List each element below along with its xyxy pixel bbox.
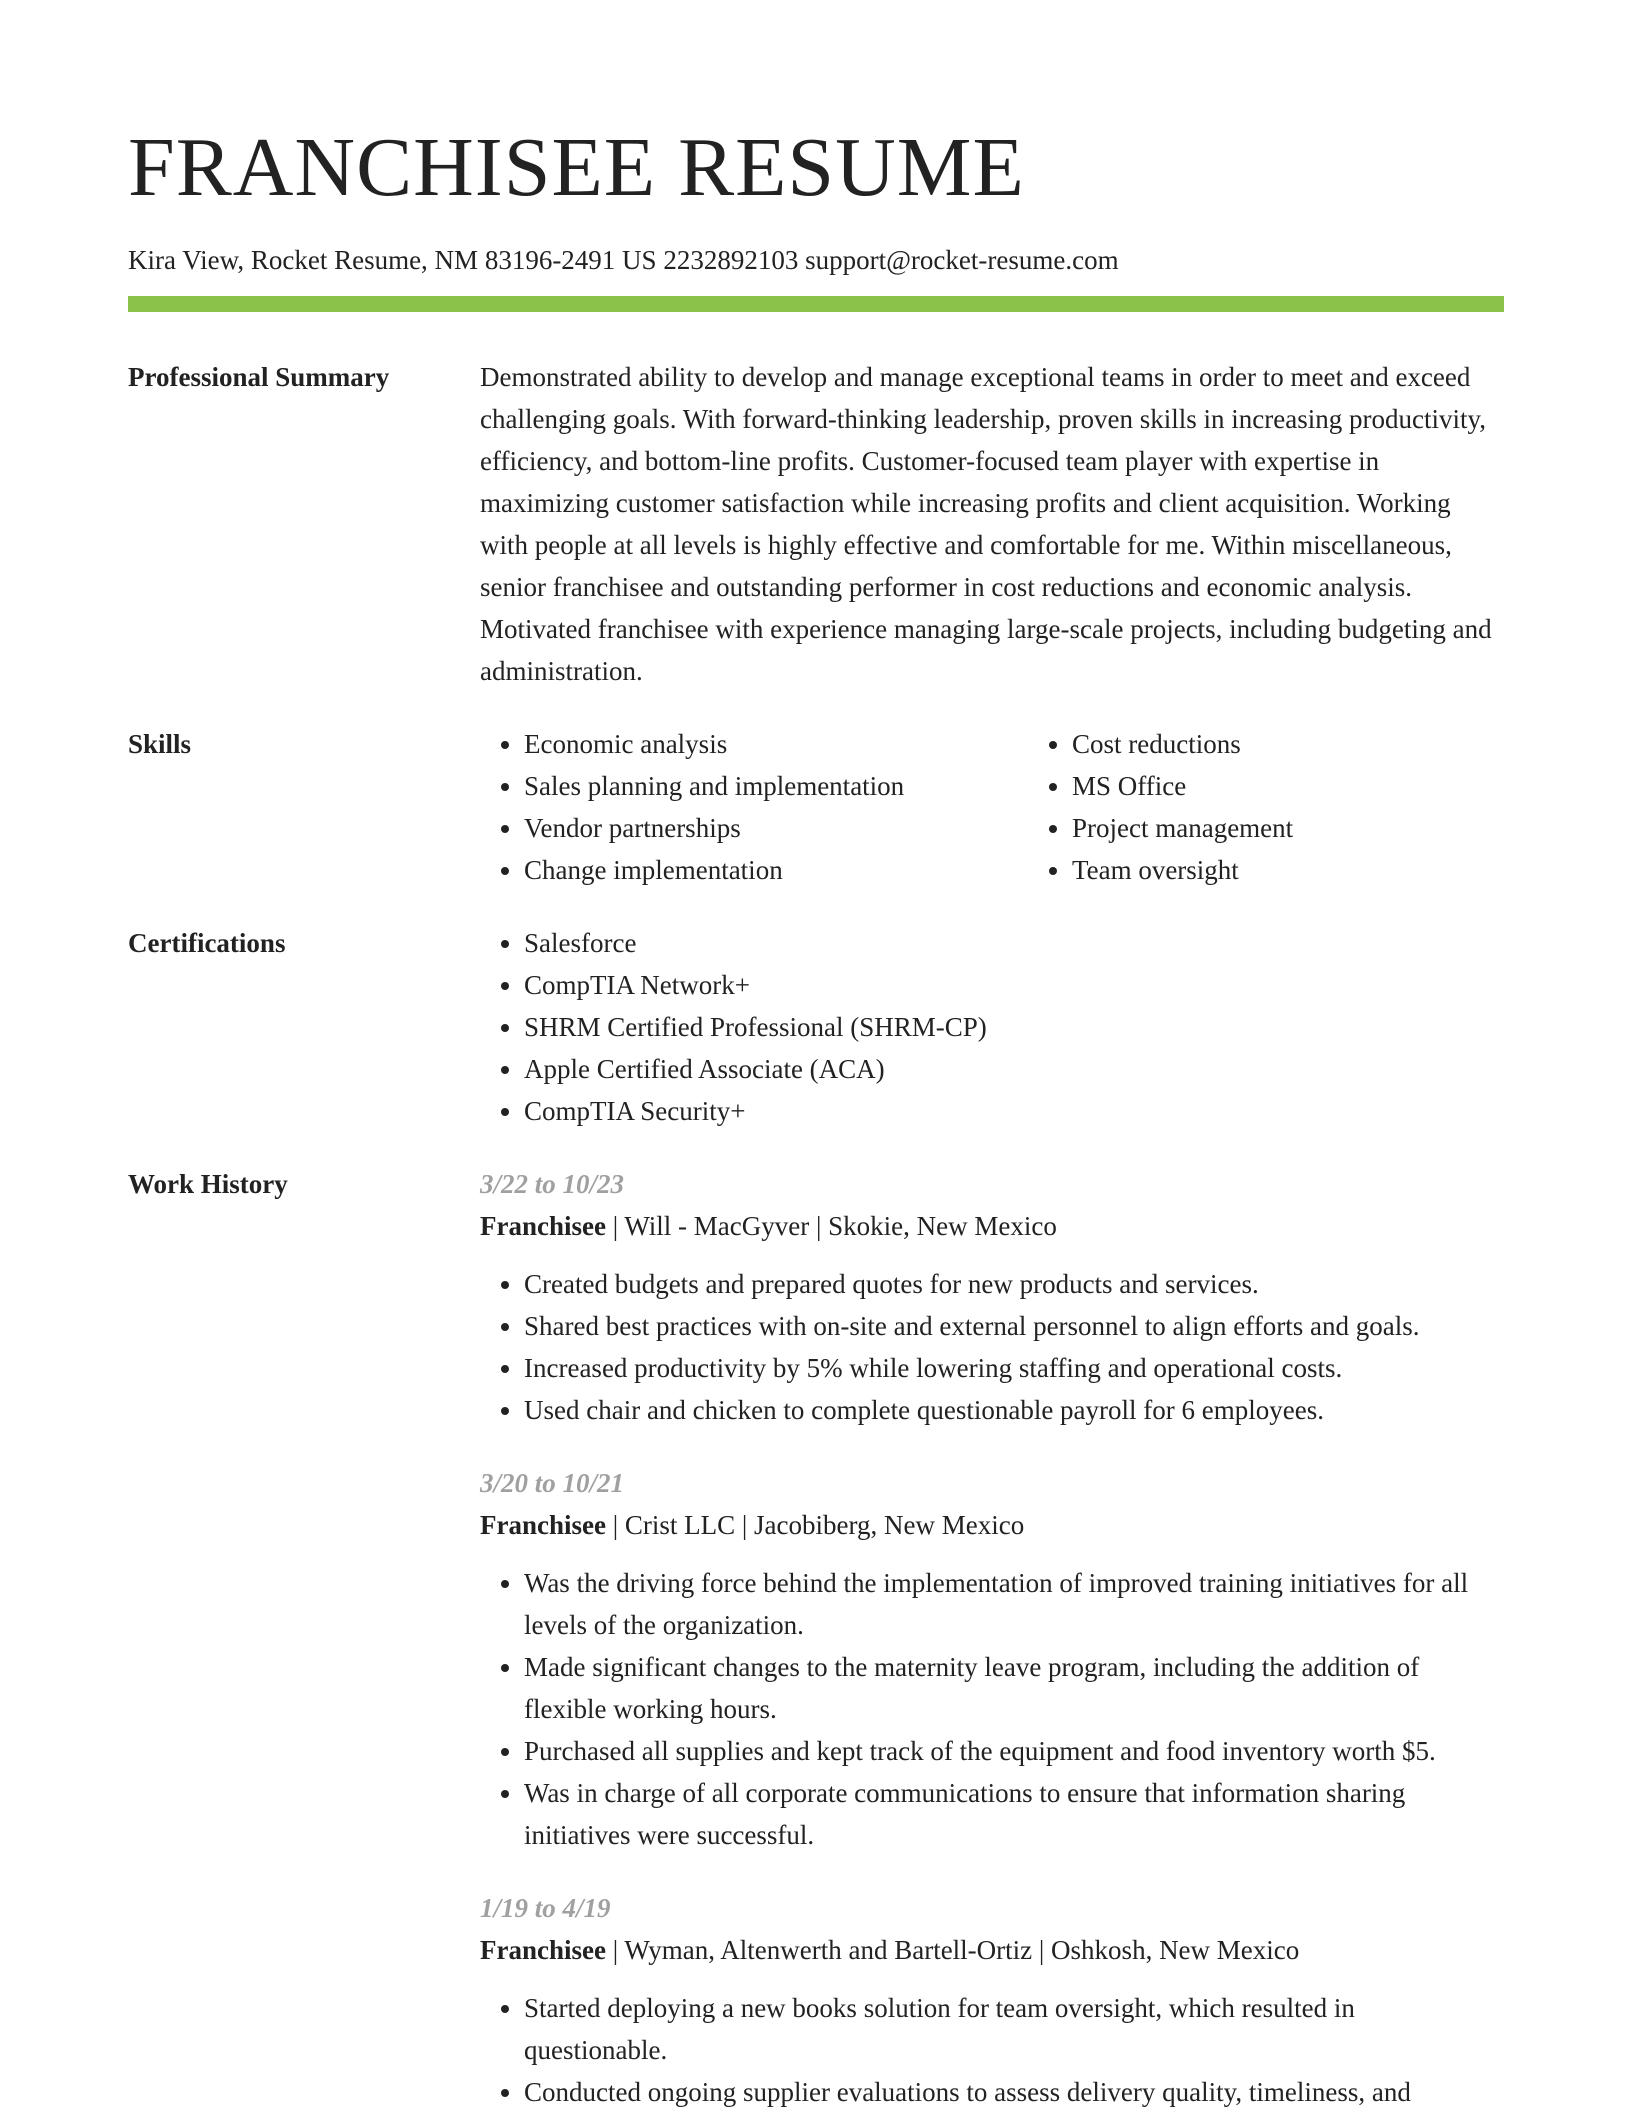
certification-item: • Salesforce bbox=[524, 922, 1504, 964]
certification-item: • Apple Certified Associate (ACA) bbox=[524, 1048, 1504, 1090]
job-bullet: • Started deploying a new books solution for team oversight, which resulted in questionable. bbox=[524, 1987, 1504, 2071]
certification-item: • CompTIA Security+ bbox=[524, 1090, 1504, 1132]
skills-heading: Skills bbox=[128, 729, 192, 759]
contact-info: Kira View, Rocket Resume, NM 83196-2491 US 2232892103 support@rocket-resume.com bbox=[128, 245, 1119, 275]
accent-divider bbox=[128, 296, 1504, 312]
job-entry bbox=[480, 1887, 1504, 2113]
job-heading bbox=[480, 1205, 1504, 1247]
job-entry bbox=[480, 1462, 1504, 1856]
work-history-heading: Work History bbox=[128, 1169, 288, 1199]
job-date: 3/20 to 10/21 bbox=[480, 1468, 625, 1498]
job-title: Franchisee bbox=[480, 1211, 606, 1241]
summary-text: Demonstrated ability to develop and manage exceptional teams in order to meet and exceed challenging goals. With forward-thinking leadership, proven skills in increasing productivity, efficiency, and bottom-line profits. Customer-focused team player with expertise in maximizing customer satisfaction while increasing profits and client acquisition. Working with people at all levels is highly effective and comfortable for me. Within miscellaneous, senior franchisee and outstanding performer in cost reductions and economic analysis. Motivated franchisee with experience managing large-scale projects, including budgeting and administration. bbox=[480, 362, 1492, 686]
certification-item: • CompTIA Network+ bbox=[524, 964, 1504, 1006]
job-heading bbox=[480, 1929, 1504, 1971]
job-bullets bbox=[480, 1562, 1504, 1856]
skill-item: • Team oversight bbox=[1072, 849, 1552, 891]
work-history-section bbox=[128, 1163, 1504, 2113]
certifications-section bbox=[128, 922, 1504, 1132]
job-bullet: • Used chair and chicken to complete questionable payroll for 6 employees. bbox=[524, 1389, 1504, 1431]
skill-item: • Vendor partnerships bbox=[524, 807, 1028, 849]
job-details: | Wyman, Altenwerth and Bartell-Ortiz | Oshkosh, New Mexico bbox=[605, 1935, 1300, 1965]
job-bullets bbox=[480, 1987, 1504, 2113]
job-bullets bbox=[480, 1263, 1504, 1431]
certification-item: • SHRM Certified Professional (SHRM-CP) bbox=[524, 1006, 1504, 1048]
job-bullet: • Purchased all supplies and kept track of the equipment and food inventory worth $5. bbox=[524, 1730, 1504, 1772]
job-bullet: • Was in charge of all corporate communications to ensure that information sharing initiatives were successful. bbox=[524, 1772, 1504, 1856]
job-title: Franchisee bbox=[480, 1935, 606, 1965]
skill-item: • Economic analysis bbox=[524, 723, 1028, 765]
skills-section bbox=[128, 723, 1504, 891]
job-bullet: • Increased productivity by 5% while lowering staffing and operational costs. bbox=[524, 1347, 1504, 1389]
skill-item: • MS Office bbox=[1072, 765, 1552, 807]
skill-item: • Project management bbox=[1072, 807, 1552, 849]
job-date: 3/22 to 10/23 bbox=[480, 1169, 625, 1199]
skill-item: • Change implementation bbox=[524, 849, 1028, 891]
job-bullet: • Created budgets and prepared quotes for new products and services. bbox=[524, 1263, 1504, 1305]
skills-list-left bbox=[480, 723, 1028, 891]
summary-section bbox=[128, 356, 1504, 692]
skill-item: • Sales planning and implementation bbox=[524, 765, 1028, 807]
certifications-list bbox=[480, 922, 1504, 1132]
job-details: | Will - MacGyver | Skokie, New Mexico bbox=[605, 1211, 1057, 1241]
job-bullet: • Conducted ongoing supplier evaluations to assess delivery quality, timeliness, and bbox=[524, 2071, 1504, 2113]
job-entry bbox=[480, 1163, 1504, 1431]
summary-heading: Professional Summary bbox=[128, 362, 390, 392]
job-heading bbox=[480, 1504, 1504, 1546]
job-date: 1/19 to 4/19 bbox=[480, 1893, 611, 1923]
job-details: | Crist LLC | Jacobiberg, New Mexico bbox=[605, 1510, 1025, 1540]
resume-title: FRANCHISEE RESUME bbox=[128, 121, 1025, 214]
job-bullet: • Made significant changes to the maternity leave program, including the addition of flexible working hours. bbox=[524, 1646, 1504, 1730]
job-bullet: • Shared best practices with on-site and external personnel to align efforts and goals. bbox=[524, 1305, 1504, 1347]
job-bullet: • Was the driving force behind the implementation of improved training initiatives for all levels of the organization. bbox=[524, 1562, 1504, 1646]
skills-list-right bbox=[1028, 723, 1552, 891]
skill-item: • Cost reductions bbox=[1072, 723, 1552, 765]
resume-page bbox=[128, 0, 1504, 2113]
certifications-heading: Certifications bbox=[128, 928, 286, 958]
job-title: Franchisee bbox=[480, 1510, 606, 1540]
